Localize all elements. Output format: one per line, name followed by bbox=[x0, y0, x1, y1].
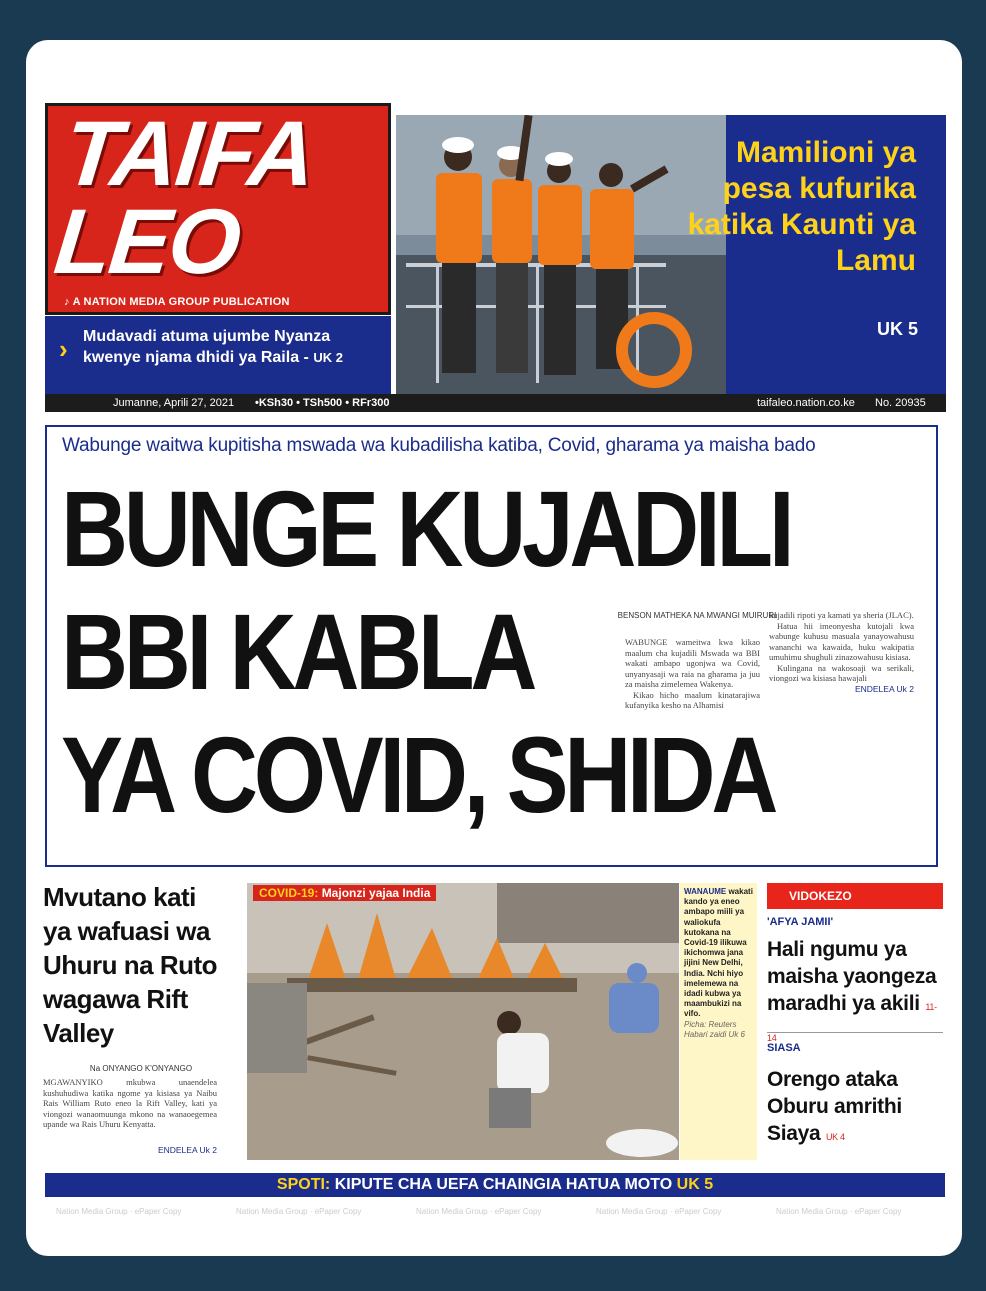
caption-lead: WANAUME bbox=[684, 887, 727, 896]
sidebar-story-2-page: UK 4 bbox=[825, 1132, 845, 1142]
teaser-body: Mudavadi atuma ujumbe Nyanza kwenye njama dhidi ya Raila - bbox=[83, 328, 331, 366]
photo-credit: Picha: Reuters Habari zaidi Uk 6 bbox=[684, 1019, 745, 1039]
footer-watermark-5: Nation Media Group · ePaper Copy bbox=[776, 1207, 902, 1216]
cover-prices: •KSh30 • TSh500 • RFr300 bbox=[255, 397, 390, 409]
col2-para-2: Hatua hii imeonyesha kutojali kwa wabunge kuhusu masuala yanayowahusu wananchi wa kawaida, huku wakipatia umuhimu shughuli zinazowahusu kisiasa. bbox=[769, 620, 914, 662]
photo-tag-label: COVID-19: bbox=[259, 886, 319, 900]
sidebar-divider bbox=[767, 1032, 943, 1033]
sidebar-story-2[interactable] bbox=[767, 1066, 917, 1151]
publisher-text: A NATION MEDIA GROUP PUBLICATION bbox=[72, 296, 290, 308]
lead-column-2 bbox=[769, 610, 914, 694]
story2-continue-link[interactable]: ENDELEA Uk 2 bbox=[157, 1145, 217, 1155]
website-url[interactable]: taifaleo.nation.co.ke bbox=[757, 397, 855, 409]
sidebar-story-1-page: 11-14 bbox=[767, 1002, 937, 1043]
issue-date: Jumanne, Aprili 27, 2021 bbox=[113, 397, 235, 409]
footer-watermark-1: Nation Media Group · ePaper Copy bbox=[56, 1207, 182, 1216]
headline-line-2: BBI KABLA bbox=[61, 591, 534, 712]
nmg-icon: ♪ bbox=[64, 296, 73, 308]
teaser-page-ref: UK 2 bbox=[313, 350, 343, 365]
cremation-photo[interactable] bbox=[247, 883, 679, 1160]
newspaper-page bbox=[26, 40, 962, 1256]
caption-text: wakati kando ya eneo ambapo miili ya waliokufa kutokana na Covid-19 ilikuwa ikichomwa jana jijini New Delhi, India. Nchi hiyo imelemewa na idadi kubwa ya maambukizi na vifo. bbox=[684, 887, 753, 1019]
photo-caption bbox=[680, 883, 757, 1160]
sidebar-story-2-title: Orengo ataka Oburu amrithi Siaya bbox=[767, 1068, 902, 1145]
col1-para-2: Kikao hicho maalum kinatarajiwa kufanyika kesho na Alhamisi bbox=[625, 689, 760, 710]
lead-column-1 bbox=[625, 637, 760, 711]
masthead-logo[interactable] bbox=[45, 103, 391, 315]
publisher-line bbox=[64, 296, 290, 308]
section-tag-siasa: SIASA bbox=[767, 1042, 801, 1054]
footer-watermark-3: Nation Media Group · ePaper Copy bbox=[416, 1207, 542, 1216]
col2-para-3: Kulingana na wakosoaji wa serikali, viongozi wa kisiasa hawajali bbox=[769, 662, 914, 683]
teaser-text bbox=[83, 326, 383, 368]
photo-tag bbox=[253, 885, 436, 901]
sidebar-story-1[interactable] bbox=[767, 936, 945, 1052]
section-tag-afya: 'AFYA JAMII' bbox=[767, 916, 834, 928]
sidebar-header: VIDOKEZO bbox=[767, 883, 943, 909]
issue-number: No. 20935 bbox=[875, 397, 926, 409]
story2-body: MGAWANYIKO mkubwa unaendelea kushuhudiwa katika ngome ya kisiasa ya Naibu Rais William Ruto eneo la Rift Valley, kati ya viongozi wanaomuunga mkono na wanaoegemea upande wa Rais Uhuru Kenyatta. bbox=[43, 1077, 217, 1129]
lead-kicker: Wabunge waitwa kupitisha mswada wa kubadilisha katiba, Covid, gharama ya maisha bado bbox=[62, 435, 816, 456]
hero-headline: Mamilioni ya pesa kufurika katika Kaunti ya Lamu bbox=[687, 136, 916, 277]
chevron-right-icon: › bbox=[59, 334, 68, 364]
logo-line-2: LEO bbox=[50, 191, 244, 293]
logo-line-1: TAIFA bbox=[59, 103, 319, 205]
story2-headline[interactable]: Mvutano kati ya wafuasi wa Uhuru na Ruto wagawa Rift Valley bbox=[43, 882, 218, 1048]
sports-page-ref: UK 5 bbox=[676, 1176, 714, 1193]
sports-text: KIPUTE CHA UEFA CHAINGIA HATUA MOTO bbox=[334, 1176, 673, 1193]
col2-para-1: kujadili ripoti ya kamati ya sheria (JLAC). bbox=[769, 610, 914, 620]
headline-line-3: YA COVID, SHIDA bbox=[61, 714, 775, 835]
logo-wordmark bbox=[50, 103, 389, 293]
teaser-box[interactable] bbox=[45, 316, 391, 394]
col1-para-1: WABUNGE wameitwa kwa kikao maalum cha kujadili Mswada wa BBI wakati ambapo ugonjwa wa Covid, unyanyasaji wa raia na gharama ja juu za maisha zimelemea Wakenya. bbox=[625, 637, 760, 689]
sports-label: SPOTI: bbox=[276, 1176, 331, 1193]
photo-image bbox=[247, 883, 679, 1160]
story2-byline: Na ONYANGO K'ONYANGO bbox=[89, 1064, 193, 1073]
hero-page-ref: UK 5 bbox=[876, 319, 918, 339]
lead-byline: BENSON MATHEKA NA MWANGI MUIRURI bbox=[617, 611, 777, 620]
hero-banner[interactable] bbox=[396, 115, 946, 395]
headline-line-1: BUNGE KUJADILI bbox=[61, 468, 791, 589]
footer-watermark-2: Nation Media Group · ePaper Copy bbox=[236, 1207, 362, 1216]
dateline-bar bbox=[45, 394, 946, 412]
footer-watermark-4: Nation Media Group · ePaper Copy bbox=[596, 1207, 722, 1216]
lead-continue-link[interactable]: ENDELEA Uk 2 bbox=[854, 683, 914, 694]
sports-banner[interactable] bbox=[45, 1173, 945, 1197]
lead-story[interactable] bbox=[45, 425, 938, 867]
photo-tag-text: Majonzi yajaa India bbox=[321, 886, 431, 900]
sidebar-story-1-title: Hali ngumu ya maisha yaongeza maradhi ya akili bbox=[767, 938, 937, 1015]
